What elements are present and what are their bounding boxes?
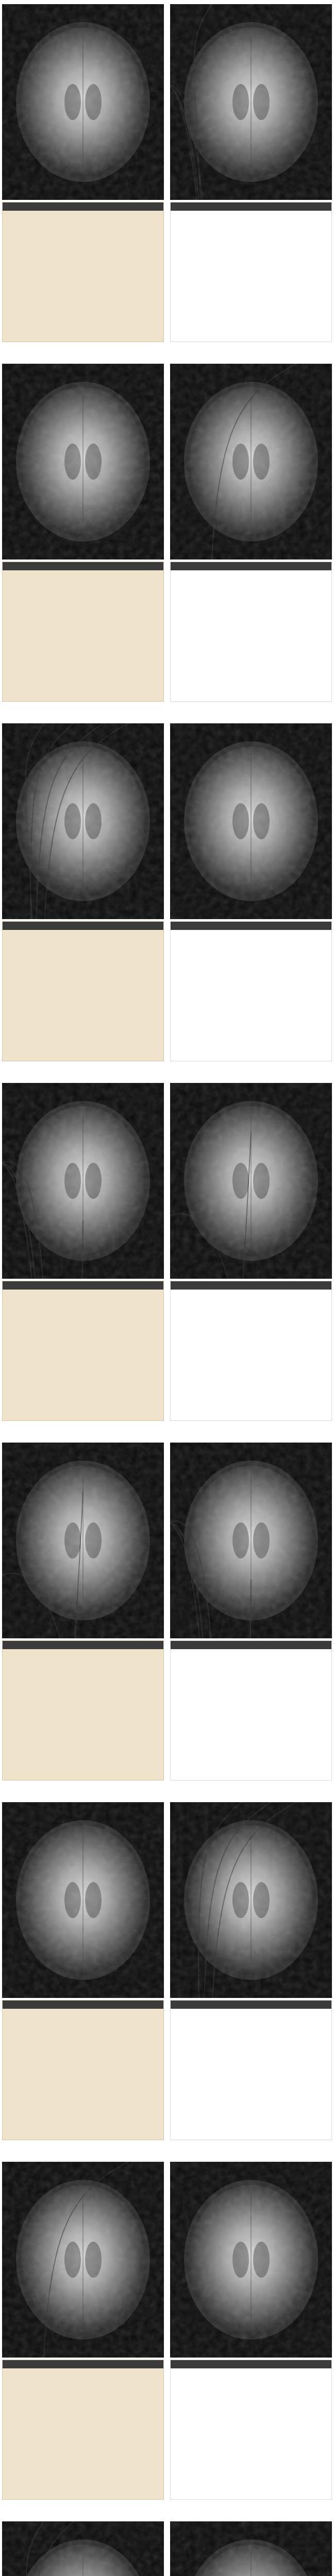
legend-right-body [171,1292,331,1419]
mri-slice [2,1443,164,1638]
legend-right-col-1 [173,1651,250,1779]
legend-right-col-2 [254,213,331,341]
watermark [267,1055,329,1061]
legend-left-body [3,572,163,700]
mri-slice [2,723,164,919]
mri-image-right [170,2521,332,2576]
mri-image-left [2,364,164,560]
mri-image-right [170,1802,332,1998]
legend-right-col-2 [254,572,331,700]
mri-section [0,719,334,1079]
legend-right-col-1 [173,2370,250,2498]
legend-right [170,1281,332,1421]
watermark [267,1415,329,1421]
mri-image-left [2,723,164,919]
legend-left [2,1281,164,1421]
mri-slice [170,1083,332,1279]
watermark [267,2134,329,2140]
watermark [267,696,329,702]
legend-left-body [3,2370,163,2498]
mri-slice [2,2162,164,2358]
figure-caption [0,705,334,714]
legend-left-col-1 [5,1292,82,1419]
legend-left-body [3,213,163,341]
mri-slice [170,2521,332,2576]
legend-left [2,921,164,1061]
figure-caption [0,2503,334,2512]
legend-left [2,1640,164,1781]
legend-left-col-1 [5,213,82,341]
legend-left-header [3,922,163,930]
mri-image-left [2,2521,164,2576]
mri-section [0,2158,334,2517]
legend-right-header [171,2360,331,2368]
mri-slice [170,2162,332,2358]
legend-right-body [171,2011,331,2139]
legend-left-header [3,1641,163,1649]
mri-slice [170,1802,332,1998]
watermark [267,336,329,342]
legend-left-col-2 [86,213,163,341]
legend-right-body [171,932,331,1060]
legend-right [170,921,332,1061]
legend-left-header [3,2001,163,2009]
mri-slice [2,2521,164,2576]
mri-slice [2,4,164,200]
legend-left-body [3,932,163,1060]
mri-image-left [2,1083,164,1279]
legend-right-col-1 [173,2011,250,2139]
legend-right [170,2000,332,2140]
legend-left [2,2360,164,2500]
legend-right-header [171,1281,331,1290]
legend-left-header [3,1281,163,1290]
legend-left-body [3,2011,163,2139]
legend-left-header [3,202,163,211]
legend-left-col-1 [5,1651,82,1779]
legend-left-body [3,1651,163,1779]
mri-image-right [170,4,332,200]
mri-section [0,360,334,719]
mri-slice [170,4,332,200]
legend-right-body [171,213,331,341]
legend-left-col-2 [86,2011,163,2139]
legend-right [170,562,332,702]
mri-section [0,2517,334,2576]
legend-right-col-1 [173,572,250,700]
figure-caption [0,1064,334,1074]
legend-left-header [3,2360,163,2368]
legend-right-header [171,2001,331,2009]
mri-image-left [2,1802,164,1998]
mri-image-right [170,2162,332,2358]
mri-section [0,1438,334,1798]
legend-left [2,2000,164,2140]
legend-right-header [171,1641,331,1649]
mri-slice [2,1802,164,1998]
figure-caption [0,1424,334,1433]
legend-right-col-1 [173,932,250,1060]
legend-left-col-1 [5,2011,82,2139]
legend-left [2,562,164,702]
watermark [267,2494,329,2500]
mri-slice [170,723,332,919]
watermark [267,1774,329,1781]
legend-right-header [171,922,331,930]
legend-right-col-2 [254,1651,331,1779]
legend-right [170,202,332,342]
legend-right-col-1 [173,213,250,341]
legend-right-col-2 [254,2011,331,2139]
mri-section [0,0,334,360]
mri-slice [170,1443,332,1638]
legend-left-col-1 [5,572,82,700]
legend-left-col-2 [86,2370,163,2498]
legend-right-body [171,1651,331,1779]
legend-right-col-2 [254,2370,331,2498]
mri-image-right [170,364,332,560]
legend-right-header [171,202,331,211]
mri-slice [2,364,164,560]
legend-right [170,2360,332,2500]
mri-image-right [170,723,332,919]
legend-right-header [171,562,331,570]
legend-left-col-2 [86,932,163,1060]
legend-left-body [3,1292,163,1419]
legend-right-col-2 [254,1292,331,1419]
mri-image-left [2,1443,164,1638]
mri-image-right [170,1083,332,1279]
mri-slice [170,364,332,560]
legend-right [170,1640,332,1781]
legend-left-col-2 [86,1292,163,1419]
legend-left-header [3,562,163,570]
legend-left-col-2 [86,572,163,700]
legend-left [2,202,164,342]
mri-image-right [170,1443,332,1638]
legend-right-col-2 [254,932,331,1060]
legend-right-body [171,2370,331,2498]
figure-caption [0,2143,334,2153]
figure-caption [0,345,334,354]
legend-left-col-2 [86,1651,163,1779]
legend-left-col-1 [5,932,82,1060]
legend-left-col-1 [5,2370,82,2498]
mri-section [0,1079,334,1438]
mri-image-left [2,4,164,200]
legend-right-col-1 [173,1292,250,1419]
mri-section [0,1798,334,2158]
figure-caption [0,1784,334,1793]
mri-image-left [2,2162,164,2358]
mri-slice [2,1083,164,1279]
legend-right-body [171,572,331,700]
